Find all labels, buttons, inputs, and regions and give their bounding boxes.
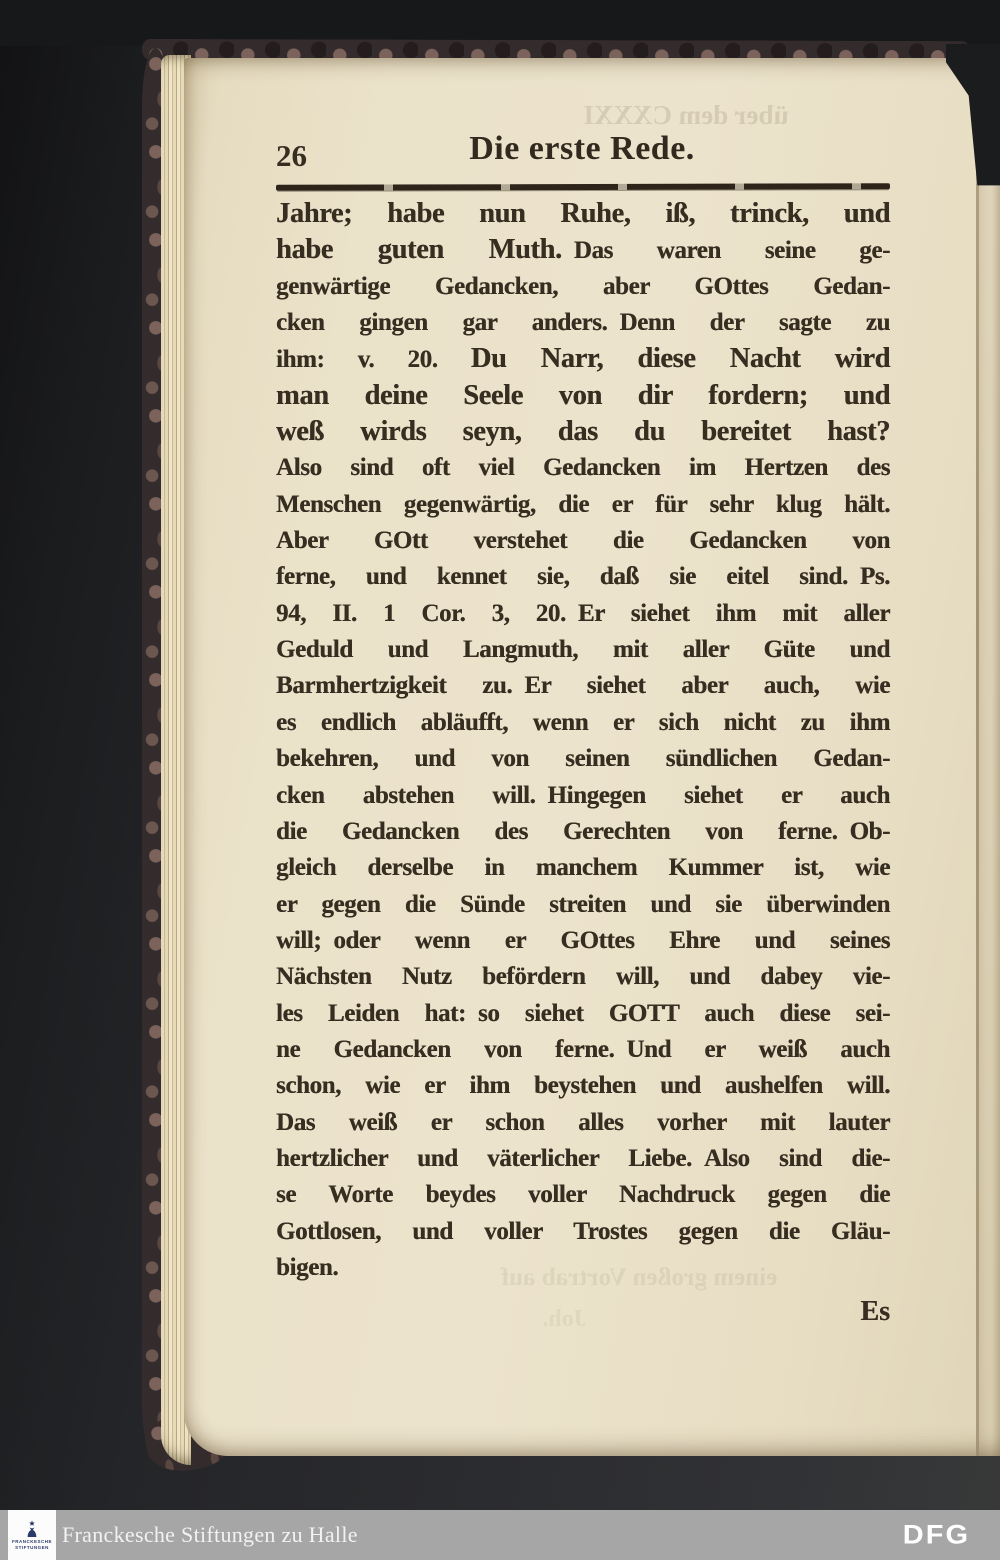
running-head: Die erste Rede. <box>469 130 695 167</box>
text-line: Nächsten Nutz befördern will, und dabey vie- <box>276 963 890 991</box>
showthrough-running-head: über dem CXXXI <box>583 100 789 130</box>
text-line: hertzlicher und väterlicher Liebe. Also sind die- <box>276 1144 890 1172</box>
text-line: die Gedancken des Gerechten von ferne. Ob- <box>276 817 890 845</box>
text-line: ihm: v. 20. Du Narr, diese Nacht wird <box>276 343 890 375</box>
background-top-right-notch <box>946 44 1000 196</box>
text-line: will; oder wenn er GOttes Ehre und seines <box>276 926 890 954</box>
text-line: Geduld und Langmuth, mit aller Güte und <box>276 636 890 664</box>
text-line: Aber GOtt verstehet die Gedancken von <box>276 527 890 555</box>
text-line: bekehren, und von seinen sündlichen Gedan- <box>276 745 890 773</box>
franckesche-stiftungen-eagle-icon <box>22 1520 42 1538</box>
page-gutter-sliver <box>979 58 1000 1456</box>
text-line: les Leiden hat: so siehet GOTT auch diese sei- <box>276 999 890 1027</box>
text-line: Menschen gegenwärtig, die er für sehr klug hält. <box>276 490 890 518</box>
catchword: Es <box>860 1296 890 1327</box>
text-line: Gottlosen, und voller Trostes gegen die Gläu- <box>276 1217 890 1245</box>
text-line: man deine Seele von dir fordern; und <box>276 379 890 411</box>
text-line: se Worte beydes voller Nachdruck gegen die <box>276 1181 890 1209</box>
logo-caption-line2: STIFTUNGEN <box>15 1545 49 1550</box>
institution-name: Franckesche Stiftungen zu Halle <box>62 1522 358 1547</box>
page-crease-line <box>976 58 979 1456</box>
text-line: es endlich abläufft, wenn er sich nicht zu ihm <box>276 708 890 736</box>
franckesche-stiftungen-logo <box>8 1510 56 1560</box>
logo-caption-line1: FRANCKESCHE <box>11 1539 52 1544</box>
dfg-logo: DFG <box>902 1519 970 1550</box>
text-line: Jahre; habe nun Ruhe, iß, trinck, und <box>276 198 890 229</box>
page-number: 26 <box>276 138 307 173</box>
text-line: 94, II. 1 Cor. 3, 20. Er siehet ihm mit aller <box>276 599 890 627</box>
text-line: ne Gedancken von ferne. Und er weiß auch <box>276 1035 890 1063</box>
text-line: weß wirds seyn, das du bereitet hast? <box>276 416 890 448</box>
text-line: Barmhertzigkeit zu. Er siehet aber auch, wie <box>276 672 890 700</box>
text-line: Das weiß er schon alles vorher mit lauter <box>276 1108 890 1136</box>
text-line: ferne, und kennet sie, daß sie eitel sind. Ps. <box>276 563 890 591</box>
header-rule <box>276 183 890 191</box>
text-line: habe guten Muth. Das waren seine ge- <box>276 234 890 266</box>
showthrough-text-1: einem großen Vortrab auf <box>500 1264 778 1291</box>
text-line: Also sind oft viel Gedancken im Hertzen des <box>276 454 890 482</box>
text-line: cken gingen gar anders. Denn der sagte zu <box>276 309 890 337</box>
text-line: cken abstehen will. Hingegen siehet er auch <box>276 781 890 809</box>
text-line: gleich derselbe in manchem Kummer ist, wie <box>276 854 890 882</box>
text-line: bigen. <box>276 1253 339 1281</box>
footer-bar <box>0 1510 1000 1560</box>
showthrough-text-2: Joh. <box>542 1306 586 1332</box>
text-line: genwärtige Gedancken, aber GOttes Gedan- <box>276 272 890 300</box>
text-block <box>276 196 890 1286</box>
text-line: schon, wie er ihm beystehen und aushelfen will. <box>276 1072 890 1100</box>
book-page <box>184 58 1000 1456</box>
text-line: er gegen die Sünde streiten und sie überwinden <box>276 890 890 918</box>
